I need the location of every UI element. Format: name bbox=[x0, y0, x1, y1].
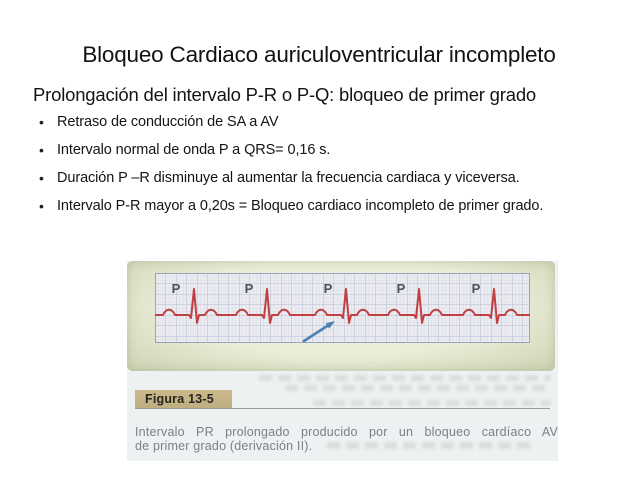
list-item bbox=[57, 112, 609, 133]
slide-subtitle: Prolongación del intervalo P-R o P-Q: bloqueo de primer grado bbox=[33, 84, 536, 105]
p-wave-label: P bbox=[171, 281, 181, 296]
page-bleedthrough bbox=[259, 375, 551, 381]
p-wave-label: P bbox=[244, 281, 254, 296]
page-bleedthrough bbox=[285, 385, 551, 391]
p-wave-label: P bbox=[396, 281, 406, 296]
bullet-text: Duración P –R disminuye al aumentar la frecuencia cardiaca y viceversa. bbox=[57, 170, 520, 186]
bullet-list bbox=[57, 112, 609, 224]
list-item bbox=[57, 196, 609, 217]
figure-scan-image bbox=[127, 261, 558, 461]
list-item bbox=[57, 140, 609, 161]
bullet-text: Intervalo P-R mayor a 0,20s = Bloqueo cardiaco incompleto de primer grado. bbox=[57, 198, 544, 214]
caption-line: de primer grado (derivación II). bbox=[135, 438, 313, 453]
page-title: Bloqueo Cardiaco auriculoventricular incompleto bbox=[82, 42, 556, 67]
bullet-text: Retraso de conducción de SA a AV bbox=[57, 114, 279, 130]
figure-caption bbox=[135, 426, 558, 453]
ecg-strip-image bbox=[155, 273, 530, 343]
p-wave-label: P bbox=[323, 281, 333, 296]
page-bleedthrough bbox=[313, 400, 551, 406]
bullet-text: Intervalo normal de onda P a QRS= 0,16 s. bbox=[57, 142, 331, 158]
list-item bbox=[57, 168, 609, 189]
ecg-strip-panel bbox=[127, 261, 555, 371]
figure-label: Figura 13-5 bbox=[145, 392, 214, 406]
caption-line: Intervalo PR prolongado producido por un bloqueo cardíaco AV bbox=[135, 425, 558, 439]
p-wave-label: P bbox=[471, 281, 481, 296]
figure-divider bbox=[135, 408, 550, 409]
figure-label-box bbox=[135, 390, 232, 408]
